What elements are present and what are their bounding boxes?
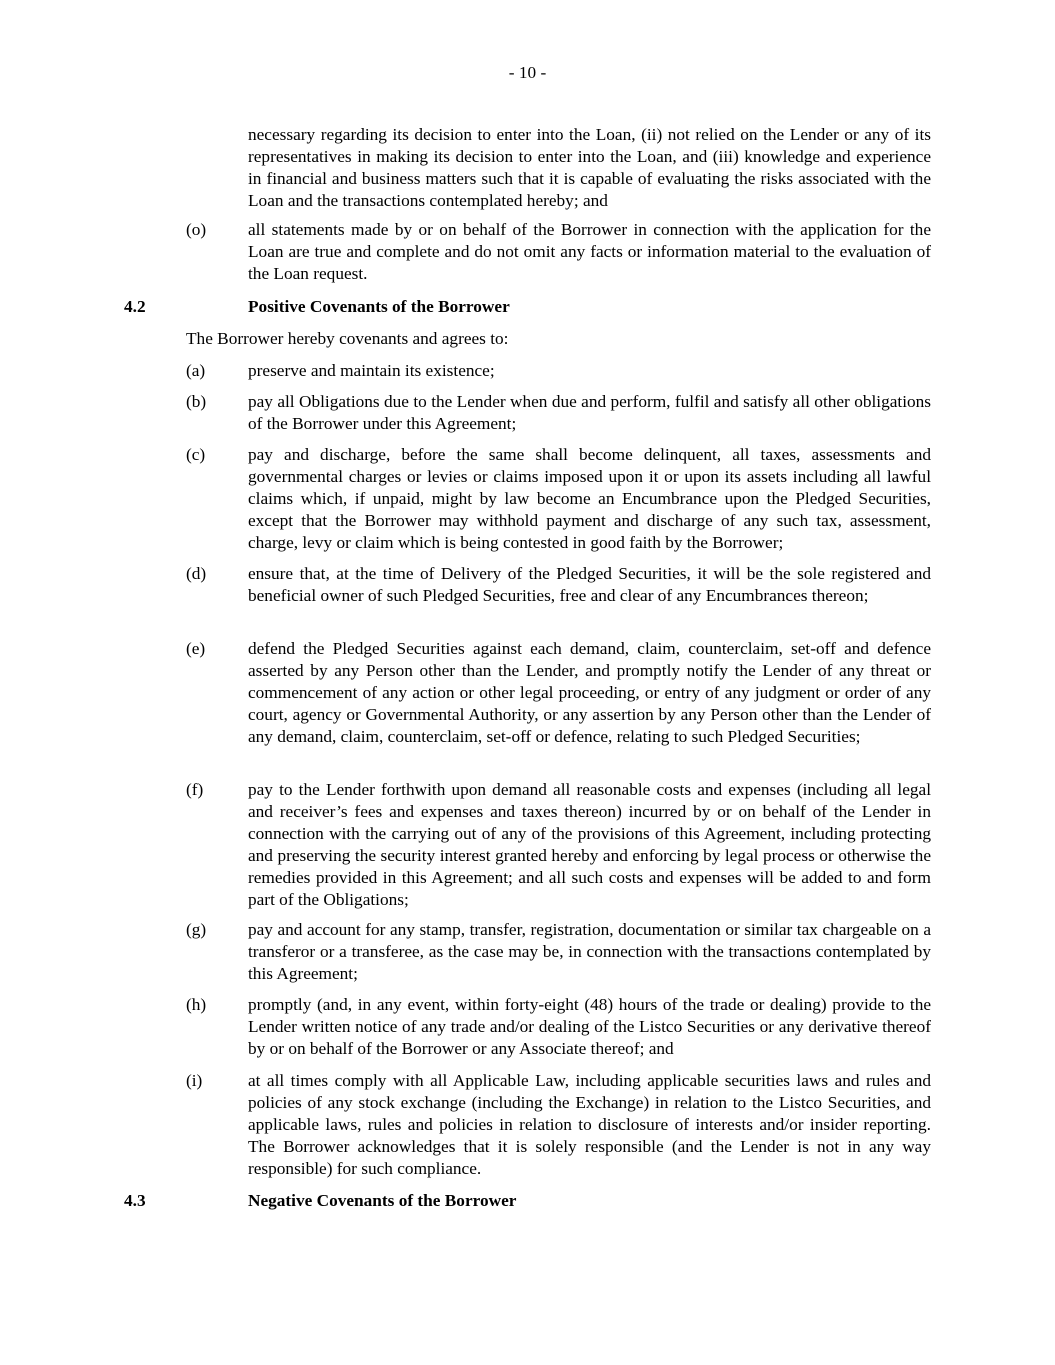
item-b-label: (b) (186, 392, 207, 411)
section-4-3-title: Negative Covenants of the Borrower (248, 1191, 517, 1210)
item-e-text: defend the Pledged Securities against each demand, claim, counterclaim, set-off and defence asserted by any Person other than the Lender, and promptly notify the Lender of any threat or commencement of any action or other legal proceeding, or entry of any judgment or order of any court, agency or Governmental Authority, or any assertion by any Person other than the Lender of any demand, claim, counterclaim, set-off or defence, relating to such Pledged Securities; (248, 639, 931, 746)
item-f-label: (f) (186, 780, 204, 799)
section-4-2-title: Positive Covenants of the Borrower (248, 297, 510, 316)
item-g-label: (g) (186, 920, 207, 939)
item-i-text: at all times comply with all Applicable Law, including applicable securities laws and rules and policies of any stock exchange (including the Exchange) in relation to the Listco Securities, and applicable laws, rules and policies in relation to disclosure of interests and/or insider reporting. The Borrower acknowledges that it is solely responsible (and the Lender is not in any way responsible) for such compliance. (248, 1071, 931, 1178)
section-4-2-intro: The Borrower hereby covenants and agrees to: (186, 329, 509, 348)
item-c-text: pay and discharge, before the same shall become delinquent, all taxes, assessments and governmental charges or levies or claims imposed upon it or upon its assets including all lawful claims which, if unpaid, might by law become an Encumbrance upon the Pledged Securities, except that the Borrower may withhold payment and discharge of any such tax, assessment, charge, levy or claim which is being contested in good faith by the Borrower; (248, 445, 931, 552)
item-f-text: pay to the Lender forthwith upon demand all reasonable costs and expenses (including all legal and receiver’s fees and expenses and taxes thereon) incurred by or on behalf of the Lender in connection with the carrying out of any of the provisions of this Agreement, including protecting and preserving the security interest granted hereby and enforcing by legal process or otherwise the remedies provided in this Agreement; and all such costs and expenses will be added to and form part of the Obligations; (248, 780, 931, 909)
section-4-3-number: 4.3 (124, 1191, 146, 1210)
item-c-label: (c) (186, 445, 206, 464)
item-d-label: (d) (186, 564, 207, 583)
item-o-label: (o) (186, 220, 207, 239)
item-e-label: (e) (186, 639, 206, 658)
item-b-text: pay all Obligations due to the Lender when due and perform, fulfil and satisfy all other obligations of the Borrower under this Agreement; (248, 392, 931, 433)
item-h-text: promptly (and, in any event, within forty-eight (48) hours of the trade or dealing) provide to the Lender written notice of any trade and/or dealing of the Listco Securities or any derivative thereof by or on behalf of the Borrower or any Associate thereof; and (248, 995, 931, 1058)
item-a-label: (a) (186, 361, 206, 380)
item-d-text: ensure that, at the time of Delivery of the Pledged Securities, it will be the sole registered and beneficial owner of such Pledged Securities, free and clear of any Encumbrances thereon; (248, 564, 931, 605)
item-i-label: (i) (186, 1071, 203, 1090)
item-h-label: (h) (186, 995, 207, 1014)
section-4-2-number: 4.2 (124, 297, 146, 316)
item-a-text: preserve and maintain its existence; (248, 361, 495, 380)
item-o-text: all statements made by or on behalf of the Borrower in connection with the application for the Loan are true and complete and do not omit any facts or information material to the evaluation of the Loan request. (248, 220, 931, 283)
continuation-paragraph: necessary regarding its decision to enter into the Loan, (ii) not relied on the Lender or any of its representatives in making its decision to enter into the Loan, and (iii) knowledge and experience in financial and business matters such that it is capable of evaluating the risks associated with the Loan and the transactions contemplated hereby; and (248, 125, 931, 210)
item-g-text: pay and account for any stamp, transfer, registration, documentation or similar tax chargeable on a transferor or a transferee, as the case may be, in connection with the transactions contemplated by this Agreement; (248, 920, 931, 983)
page-number: - 10 - (508, 63, 547, 82)
